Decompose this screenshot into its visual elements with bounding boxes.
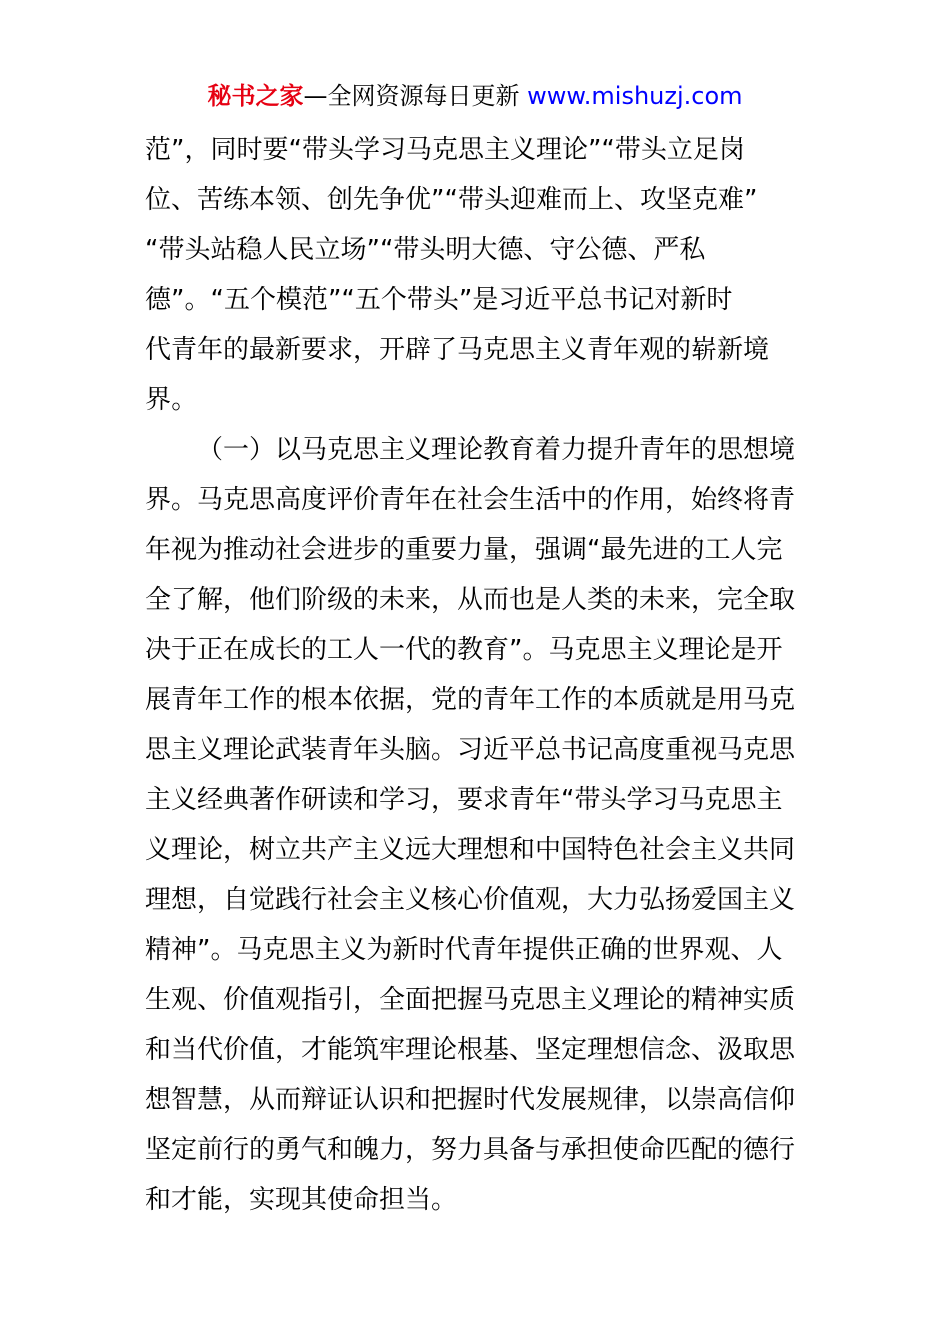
page-header	[0, 80, 950, 112]
site-url-link[interactable]: www.mishuzj.com	[527, 82, 743, 110]
text-line: 精神”。马克思主义为新时代青年提供正确的世界观、人	[145, 935, 783, 965]
text-line: 和才能，实现其使命担当。	[145, 1185, 458, 1215]
text-line: 和当代价值，才能筑牢理论根基、坚定理想信念、汲取思	[145, 1035, 796, 1065]
text-line: 年视为推动社会进步的重要力量，强调“最先进的工人完	[145, 535, 783, 565]
text-line: 德”。“五个模范”“五个带头”是习近平总书记对新时	[145, 285, 733, 315]
text-line: 思主义理论武装青年头脑。习近平总书记高度重视马克思	[145, 735, 796, 765]
header-tagline: —全网资源每日更新	[303, 82, 528, 110]
text-line: 坚定前行的勇气和魄力，努力具备与承担使命匹配的德行	[145, 1135, 796, 1165]
text-line: 范”，同时要“带头学习马克思主义理论”“带头立足岗	[145, 135, 745, 165]
text-line: 理想，自觉践行社会主义核心价值观，大力弘扬爱国主义	[145, 885, 796, 915]
text-line: 生观、价值观指引，全面把握马克思主义理论的精神实质	[145, 985, 796, 1015]
text-line: （一）以马克思主义理论教育着力提升青年的思想境	[197, 435, 796, 465]
document-body	[145, 125, 805, 1225]
text-line: 界。马克思高度评价青年在社会生活中的作用，始终将青	[145, 485, 796, 515]
text-line: 代青年的最新要求，开辟了马克思主义青年观的崭新境	[145, 335, 770, 365]
text-line: 位、苦练本领、创先争优”“带头迎难而上、攻坚克难”	[145, 185, 758, 215]
text-line: 决于正在成长的工人一代的教育”。马克思主义理论是开	[145, 635, 783, 665]
brand-name: 秘书之家	[207, 82, 304, 110]
text-line: 想智慧，从而辩证认识和把握时代发展规律，以崇高信仰	[145, 1085, 796, 1115]
text-line: 展青年工作的根本依据，党的青年工作的本质就是用马克	[145, 685, 796, 715]
text-line: “带头站稳人民立场”“带头明大德、守公德、严私	[145, 235, 706, 265]
text-line: 义理论，树立共产主义远大理想和中国特色社会主义共同	[145, 835, 796, 865]
text-line: 界。	[145, 385, 198, 415]
text-line: 全了解，他们阶级的未来，从而也是人类的未来，完全取	[145, 585, 796, 615]
text-line: 主义经典著作研读和学习，要求青年“带头学习马克思主	[145, 785, 783, 815]
